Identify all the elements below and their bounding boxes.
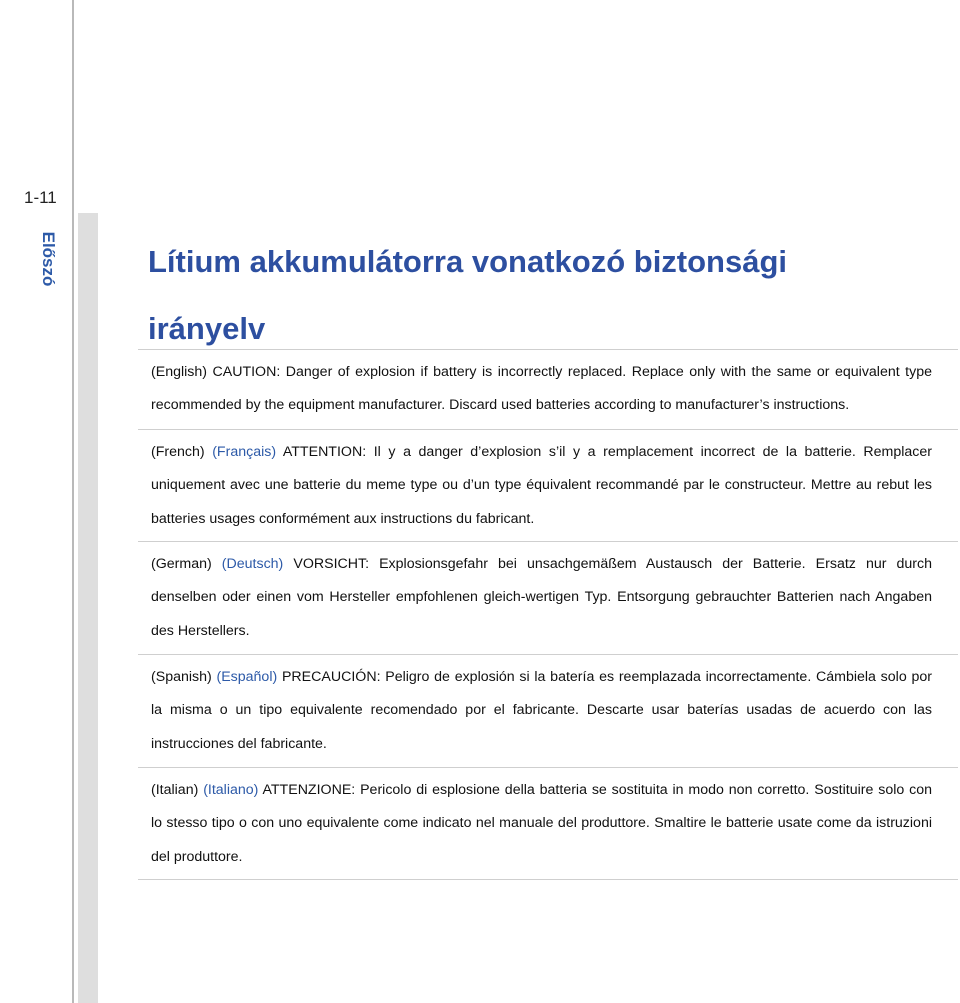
divider <box>138 541 958 542</box>
divider <box>138 429 958 430</box>
notice-italian <box>151 774 932 874</box>
notice-german <box>151 548 932 648</box>
section-side-bar <box>78 213 98 1003</box>
notice-lang: (Italian) <box>151 782 199 798</box>
notice-english <box>151 356 932 423</box>
notice-text: PRECAUCIÓN: Peligro de explosión si la batería es reemplazada incorrectamente. Cámbiela solo por la misma o un tipo equivalente recomendado por el fabricante. Descarte usar baterías usadas de acuerdo con las instrucciones del fabricante. <box>151 669 932 752</box>
page-title: Lítium akkumulátorra vonatkozó biztonsági irányelv <box>148 244 788 346</box>
page-number: 1-11 <box>24 188 57 207</box>
notice-lang: (German) <box>151 556 212 572</box>
notice-native-lang: (Français) <box>212 444 277 460</box>
notice-lang: (Spanish) <box>151 669 212 685</box>
notice-native-lang: (Español) <box>216 669 278 685</box>
divider <box>138 879 958 880</box>
notice-french <box>151 436 932 536</box>
notice-text: ATTENZIONE: Pericolo di esplosione della batteria se sostituita in modo non corretto. Sostituire solo con lo stesso tipo o con uno equivalente come indicato nel manuale del produttore. Smaltire le batterie usate come da istruzioni del produttore. <box>151 782 932 865</box>
notice-lang: (English) <box>151 364 207 380</box>
notice-text: VORSICHT: Explosionsgefahr bei unsachgemäßem Austausch der Batterie. Ersatz nur durch denselben oder einen vom Hersteller empfohlenen gleich-wertigen Typ. Entsorgung gebrauchter Batterien nach Angaben des Herstellers. <box>151 556 933 639</box>
notice-spanish <box>151 661 932 761</box>
divider <box>138 349 958 350</box>
notice-native-lang: (Deutsch) <box>221 556 284 572</box>
divider <box>138 767 958 768</box>
notice-native-lang: (Italiano) <box>203 782 259 798</box>
page-margin-line <box>72 0 74 1003</box>
notice-lang: (French) <box>151 444 205 460</box>
divider <box>138 654 958 655</box>
section-label: Előszó <box>39 231 58 287</box>
notice-text: ATTENTION: Il y a danger d’explosion s’il y a remplacement incorrect de la batterie. Remplacer uniquement avec une batterie du meme type ou d’un type équivalent recommandé par le constructeur. Mettre au rebut les batteries usages conformément aux instructions du fabricant. <box>151 444 932 527</box>
notice-text: CAUTION: Danger of explosion if battery is incorrectly replaced. Replace only with the same or equivalent type recommended by the equipment manufacturer. Discard used batteries according to manufacturer’s instructions. <box>151 364 932 414</box>
